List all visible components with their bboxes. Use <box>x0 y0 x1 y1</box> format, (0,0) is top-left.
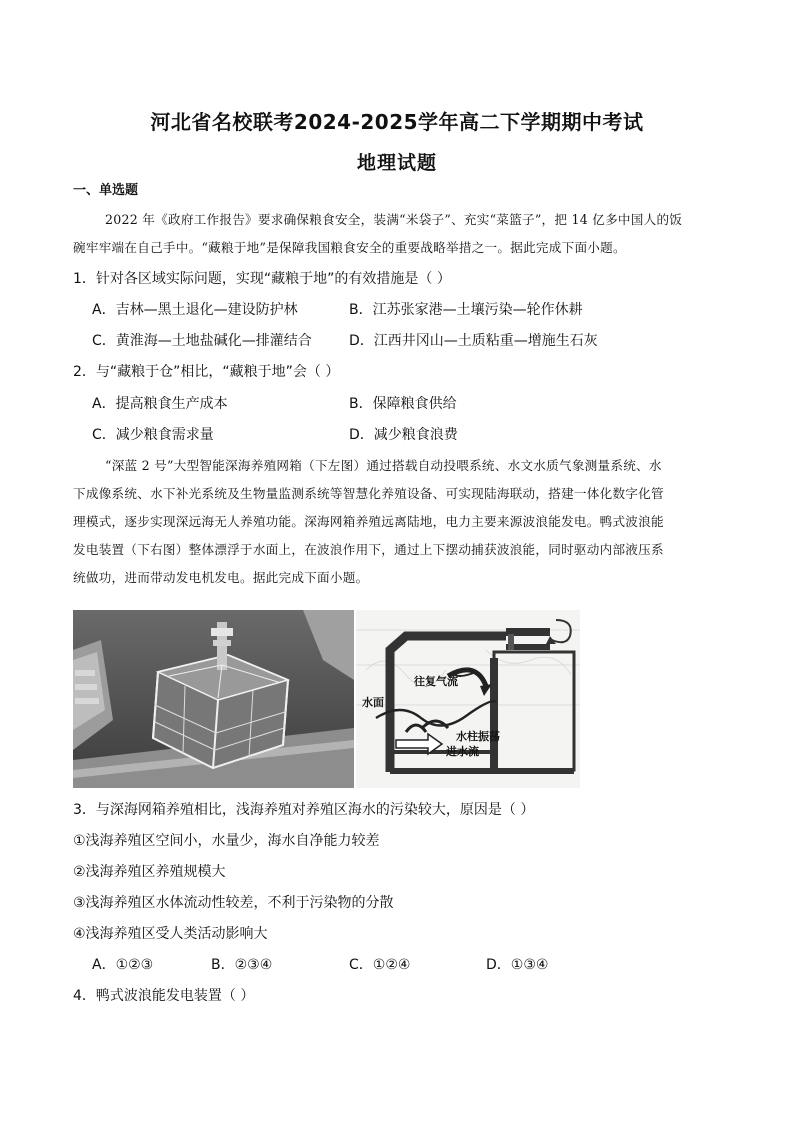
q3-option-a: A．①②③ <box>92 957 154 973</box>
q2-option-a: A．提高粮食生产成本 <box>92 396 228 412</box>
passage2-line: 下成像系统、水下补光系统及生物量监测系统等智慧化养殖设备、可实现陆海联动，搭建一体化数字化管 <box>73 486 664 501</box>
q3-option-d: D．①③④ <box>486 957 549 973</box>
question-4-stem: 4．鸭式波浪能发电装置（ ） <box>73 988 255 1004</box>
water-surface-label: 水面 <box>362 696 384 709</box>
wave-energy-diagram <box>356 610 580 788</box>
q3-statement: ④浅海养殖区受人类活动影响大 <box>73 926 268 942</box>
q3-option-b: B．②③④ <box>211 957 273 973</box>
question-3-stem: 3．与深海网箱养殖相比，浅海养殖对养殖区海水的污染较大，原因是（ ） <box>73 802 535 818</box>
cage-photo-illustration <box>73 610 354 788</box>
passage2-line: 发电装置（下右图）整体漂浮于水面上，在波浪作用下，通过上下摆动捕获波浪能，同时驱动内部液压系 <box>73 542 664 557</box>
oscillation-label: 水柱振荡 <box>456 730 500 743</box>
passage2-line: 统做功，进而带动发电机发电。据此完成下面小题。 <box>73 570 369 585</box>
passage1-line: 2022 年《政府工作报告》要求确保粮食安全，装满“米袋子”、充实“菜篮子”，把 14 亿多中国人的饭 <box>105 212 683 227</box>
passage2-line: 理模式，逐步实现深远海无人养殖功能。深海网箱养殖远离陆地，电力主要来源波浪能发电。鸭式波浪能 <box>73 514 664 529</box>
subject-title: 地理试题 <box>356 152 437 174</box>
question-2-stem: 2．与“藏粮于仓”相比，“藏粮于地”会（ ） <box>73 364 340 380</box>
q2-option-c: C．减少粮食需求量 <box>92 427 214 443</box>
inflow-label: 进水流 <box>446 745 479 758</box>
question-1-stem: 1．针对各区域实际问题，实现“藏粮于地”的有效措施是（ ） <box>73 271 451 287</box>
q1-option-a: A．吉林—黑土退化—建设防护林 <box>92 302 298 318</box>
q3-option-c: C．①②④ <box>349 957 411 973</box>
q3-statement: ③浅海养殖区水体流动性较差，不利于污染物的分散 <box>73 895 394 911</box>
q1-option-b: B．江苏张家港—土壤污染—轮作休耕 <box>349 302 583 318</box>
q2-option-b: B．保障粮食供给 <box>349 396 457 412</box>
passage1-line: 碗牢牢端在自己手中。“藏粮于地”是保障我国粮食安全的重要战略举措之一。据此完成下面小题。 <box>73 240 626 255</box>
q1-option-c: C．黄淮海—土地盐碱化—排灌结合 <box>92 333 312 349</box>
wave-energy-illustration <box>356 610 580 788</box>
air-flow-label: 往复气流 <box>414 675 458 688</box>
q2-option-d: D．减少粮食浪费 <box>349 427 458 443</box>
exam-title: 河北省名校联考2024-2025学年高二下学期期中考试 <box>150 110 644 134</box>
passage2-line: “深蓝 2 号”大型智能深海养殖网箱（下左图）通过搭载自动投喂系统、水文水质气象测量系统、水 <box>105 458 662 473</box>
q3-statement: ②浅海养殖区养殖规模大 <box>73 864 226 880</box>
q3-statement: ①浅海养殖区空间小，水量少，海水自净能力较差 <box>73 833 380 849</box>
section-heading: 一、单选题 <box>73 183 139 198</box>
q1-option-d: D．江西井冈山—土质粘重—增施生石灰 <box>349 333 598 349</box>
cage-photo <box>73 610 354 788</box>
